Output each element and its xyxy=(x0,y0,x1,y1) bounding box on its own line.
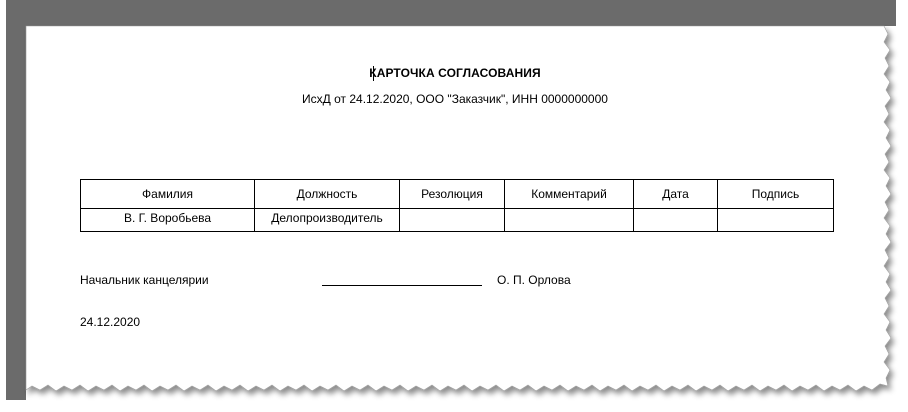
header-position: Должность xyxy=(255,180,400,209)
header-resolution: Резолюция xyxy=(400,180,505,209)
cell-surname: В. Г. Воробьева xyxy=(81,209,255,232)
header-surname: Фамилия xyxy=(81,180,255,209)
cell-comment xyxy=(505,209,634,232)
header-date: Дата xyxy=(634,180,718,209)
signature-line xyxy=(322,285,482,286)
header-signature: Подпись xyxy=(718,180,834,209)
table-header-row xyxy=(81,180,834,209)
document-subtitle: ИсхД от 24.12.2020, ООО "Заказчик", ИНН 0000000000 xyxy=(302,92,608,106)
cell-signature xyxy=(718,209,834,232)
cell-position: Делопроизводитель xyxy=(255,209,400,232)
signatory-position: Начальник канцелярии xyxy=(80,273,209,287)
approval-table xyxy=(80,179,834,232)
signature-date: 24.12.2020 xyxy=(80,315,141,329)
document-title: КАРТОЧКА СОГЛАСОВАНИЯ xyxy=(369,66,541,80)
cell-date xyxy=(634,209,718,232)
table-row xyxy=(81,209,834,232)
signatory-name: О. П. Орлова xyxy=(497,273,571,287)
cell-resolution xyxy=(400,209,505,232)
header-comment: Комментарий xyxy=(505,180,634,209)
